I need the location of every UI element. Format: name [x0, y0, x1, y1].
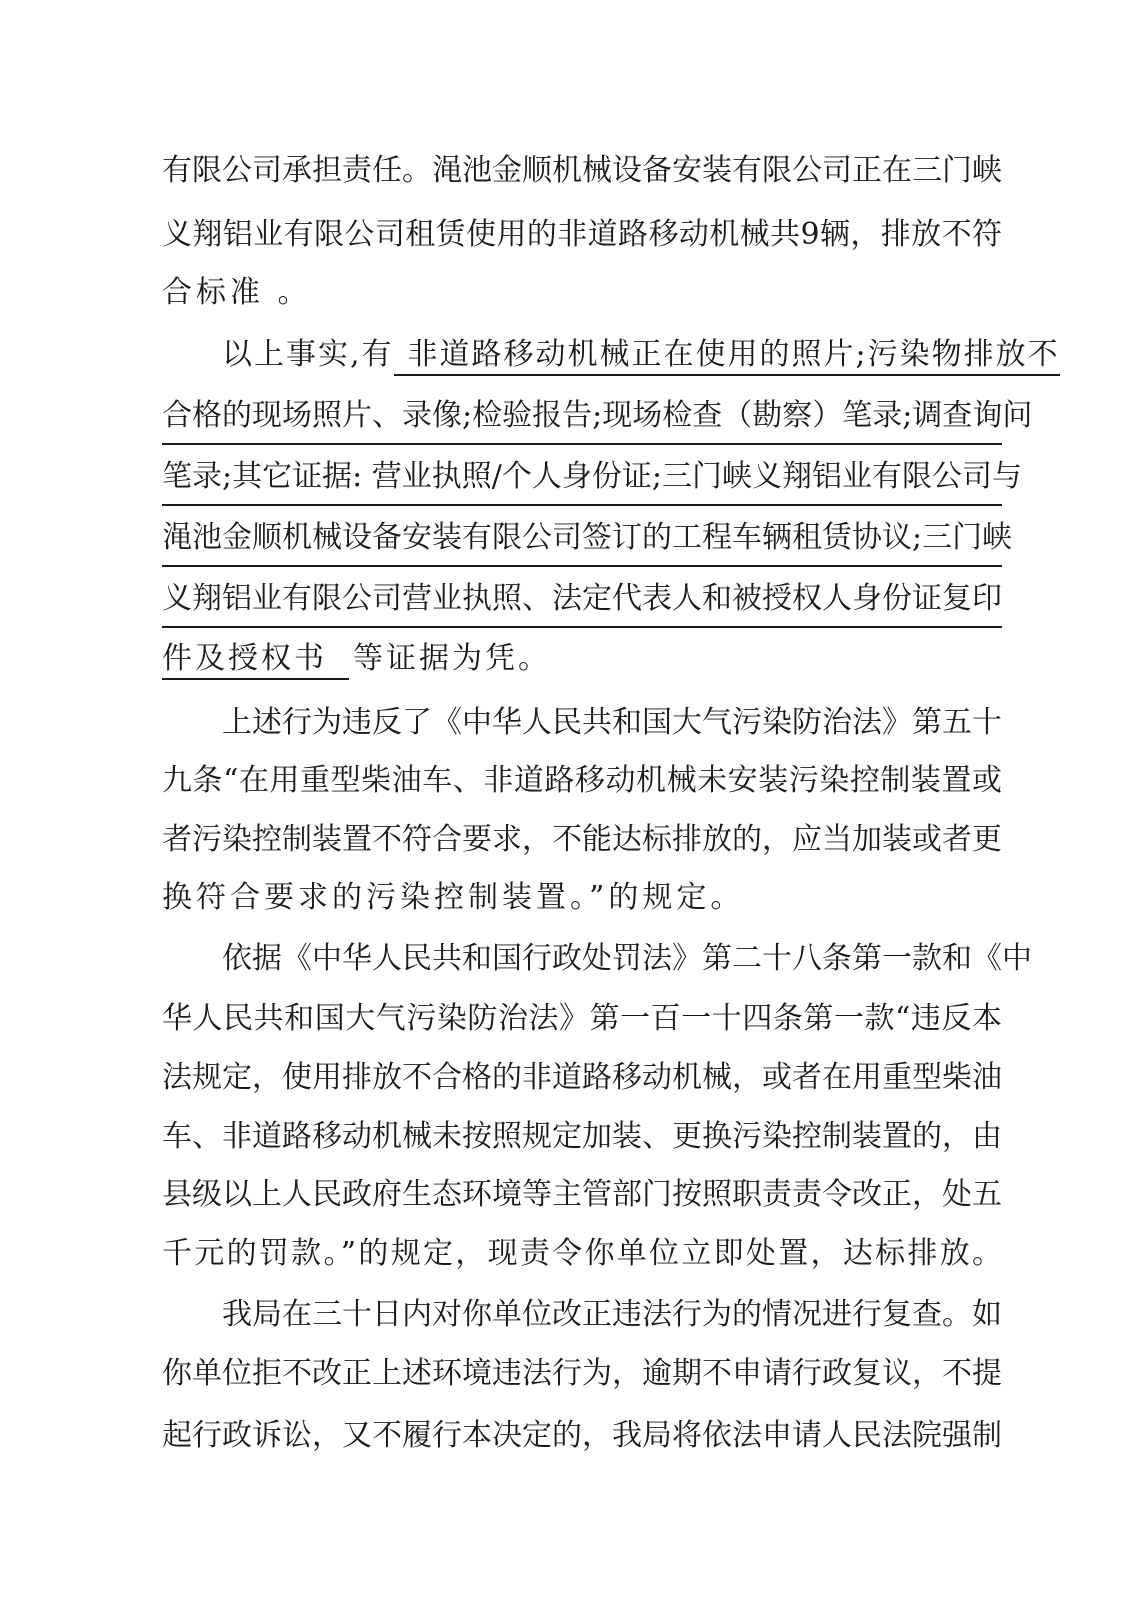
text-line: 有限公司承担责任。渑池金顺机械设备安装有限公司正在三门峡 — [162, 153, 1002, 188]
evidence-underlined: 义翔铝业有限公司营业执照、法定代表人和被授权人身份证复印 — [162, 574, 1002, 628]
text-line: 县级以上人民政府生态环境等主管部门按照职责责令改正，处五 — [162, 1177, 1002, 1212]
evidence-closing: 等证据为凭。 — [353, 641, 551, 676]
text-line: 法规定，使用排放不合格的非道路移动机械，或者在用重型柴油 — [162, 1060, 1002, 1095]
paragraph-first-line: 上述行为违反了《中华人民共和国大气污染防治法》第五十 — [222, 705, 1002, 740]
paragraph-first-line: 依据《中华人民共和国行政处罚法》第二十八条第一款和《中 — [222, 941, 1032, 976]
text-line: 华人民共和国大气污染防治法》第一百一十四条第一款“违反本 — [162, 1001, 1002, 1036]
text-line — [162, 452, 1022, 502]
text-line: 车、非道路移动机械未按照规定加装、更换污染控制装置的，由 — [162, 1119, 1002, 1154]
text-line — [162, 634, 1002, 684]
evidence-intro: 以上事实,有 — [222, 337, 394, 372]
evidence-underlined: 渑池金顺机械设备安装有限公司签订的工程车辆租赁协议;三门峡 — [162, 513, 1002, 567]
text-line: 你单位拒不改正上述环境违法行为，逾期不申请行政复议，不提 — [162, 1356, 1002, 1391]
paragraph-first-line: 我局在三十日内对你单位改正违法行为的情况进行复查。如 — [222, 1297, 1002, 1332]
evidence-underlined: 笔录;其它证据: 营业执照/个人身份证;三门峡义翔铝业有限公司与 — [162, 452, 1002, 506]
text-line — [162, 574, 1002, 624]
evidence-underlined: 非道路移动机械正在使用的照片;污染物排放不 — [394, 337, 1060, 376]
evidence-underlined: 合格的现场照片、录像;检验报告;现场检查（勘察）笔录;调查询问 — [162, 391, 1002, 445]
text-line: 者污染控制装置不符合要求，不能达标排放的，应当加装或者更 — [162, 822, 1002, 857]
text-line: 九条“在用重型柴油车、非道路移动机械未安装污染控制装置或 — [162, 763, 1002, 798]
text-line: 义翔铝业有限公司租赁使用的非道路移动机械共9辆，排放不符 — [162, 217, 1002, 252]
text-line — [162, 391, 1033, 441]
text-line: 千元的罚款。”的规定，现责令你单位立即处置，达标排放。 — [162, 1236, 1002, 1271]
text-line — [162, 513, 1013, 563]
evidence-line — [222, 330, 1060, 380]
evidence-underlined: 件及授权书 — [162, 641, 349, 680]
text-line: 换符合要求的污染控制装置。”的规定。 — [162, 880, 745, 915]
text-line: 起行政诉讼，又不履行本决定的，我局将依法申请人民法院强制 — [162, 1418, 1002, 1453]
text-line: 合标准 。 — [162, 275, 312, 310]
